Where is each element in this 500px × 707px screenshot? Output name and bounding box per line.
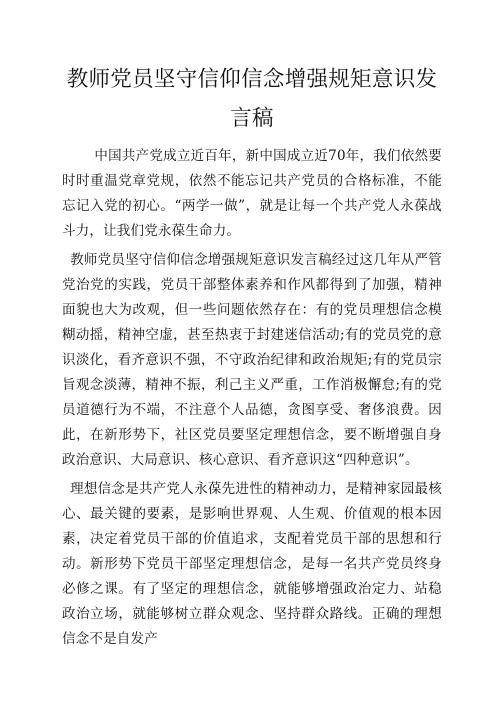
- paragraph-1: 中国共产党成立近百年，新中国成立近70年，我们依然要时时重温党章党规，依然不能忘记共产党员的合格标准，不能忘记入党的初心。“两学一做”，就是让每一个共产党人永葆战斗力，让我们党永葆生命力。: [62, 148, 442, 239]
- paragraph-2: 教师党员坚守信仰信念增强规矩意识发言稿经过这几年从严管党治党的实践，党员干部整体素养和作风都得到了加强，精神面貌也大为改观，但一些问题依然存在：有的党员理想信念模糊动摇，精神空虚，甚至热衷于封建迷信活动;有的党员党的意识淡化，看齐意识不强，不守政治纪律和政治规矩;有的党员宗旨观念淡薄，精神不振，利己主义严重，工作消极懈怠;有的党员道德行为不端，不注意个人品德，贪图享受、奢侈浪费。因此，在新形势下，社区党员要坚定理想信念，要不断增强自身政治意识、大局意识、核心意识、看齐意识这“四种意识”。: [62, 252, 442, 468]
- document-body: [62, 144, 442, 652]
- paragraph-3: 理想信念是共产党人永葆先进性的精神动力，是精神家园最核心、最关键的要素，是影响世界观、人生观、价值观的根本因素，决定着党员干部的价值追求，支配着党员干部的思想和行动。新形势下党员干部坚定理想信念，是每一名共产党员终身必修之课。有了坚定的理想信念，就能够增强政治定力、站稳政治立场，就能够树立群众观念、坚持群众路线。正确的理想信念不是自发产: [62, 481, 442, 647]
- document-title: 教师党员坚守信仰信念增强规矩意识发言稿: [66, 67, 438, 131]
